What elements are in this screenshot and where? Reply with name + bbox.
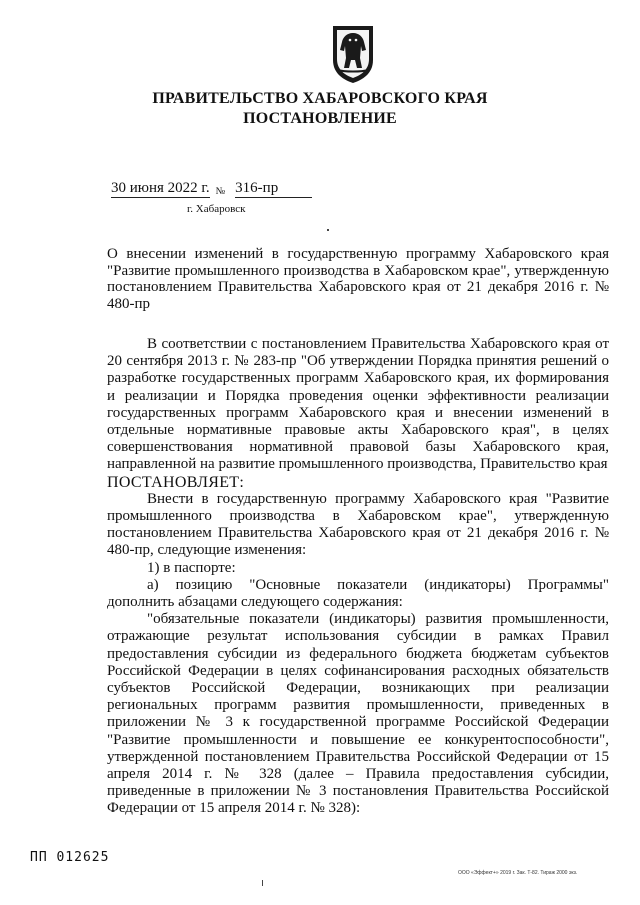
resolves-heading: ПОСТАНОВЛЯЕТ: bbox=[107, 473, 245, 491]
subitem-a-paragraph: а) позицию "Основные показатели (индикаторы) Программы" дополнить абзацами следующего содержания: bbox=[107, 576, 609, 611]
print-info-label: ООО «Эффект+» 2019 г. Зак. Т-82. Тираж 2000 экз. bbox=[458, 870, 578, 876]
number-sign: № bbox=[215, 186, 226, 197]
document-subject: О внесении изменений в государственную программу Хабаровского края "Развитие промышленного производства в Хабаровском крае", утвержденную постановлением Правительства Хабаровского края от 21 декабря 2016 г. № 480-пр bbox=[107, 246, 609, 312]
quoted-paragraph: "обязательные показатели (индикаторы) развития промышленности, отражающие результат использования субсидии в рамках Правил предоставления субсидии из федерального бюджета бюджетам субъектов Российской Федерации в целях софинансирования расходных обязательств субъектов Российской Федерации, возникающих при реализации региональных программ развития промышленности, приведенных в приложении № 3 к государственной программе Российской Федерации "Развитие промышленности и повышение ее конкурентоспособности", утвержденной постановлением Правительства Российской Федерации от 15 апреля 2014 г. № 328 (далее – Правила предоставления субсидии, приведенные в приложении № 3 постановления Правительства Российской Федерации от 15 апреля 2014 г. № 328): bbox=[107, 611, 609, 817]
subitem-1-paragraph: 1) в паспорте: bbox=[147, 559, 236, 576]
item-intro-paragraph: Внести в государственную программу Хабаровского края "Развитие промышленного производства в Хабаровском крае", утвержденную постановлением Правительства Хабаровского края от 21 декабря 2016 г. № 480-пр, следующие изменения: bbox=[107, 490, 609, 559]
document-body bbox=[107, 336, 609, 818]
document-date: 30 июня 2022 г. bbox=[111, 180, 210, 196]
scan-speck bbox=[262, 880, 263, 886]
form-serial-stamp: ПП 012625 bbox=[30, 850, 110, 865]
document-type-title: ПОСТАНОВЛЕНИЕ bbox=[243, 110, 397, 127]
organization-title: ПРАВИТЕЛЬСТВО ХАБАРОВСКОГО КРАЯ bbox=[152, 90, 488, 107]
preamble-paragraph: В соответствии с постановлением Правительства Хабаровского края от 20 сентября 2013 г. № 283-пр "Об утверждении Порядка принятия решений о разработке государственных программ Хабаровского края, их формирования и реализации и Порядка проведения оценки эффективности реализации государственных программ Хабаровского края и внесении изменений в отдельные нормативные правовые акты Хабаровского края", в целях совершенствования нормативной правовой базы Хабаровского края, направленной на развитие промышленного производства, Правительство края bbox=[107, 336, 609, 473]
khabarovsk-coat-of-arms-icon bbox=[330, 24, 376, 84]
date-number-line bbox=[111, 180, 312, 198]
scan-speck bbox=[327, 229, 329, 231]
document-number: 316-пр bbox=[235, 180, 312, 198]
city-label: г. Хабаровск bbox=[187, 203, 246, 215]
